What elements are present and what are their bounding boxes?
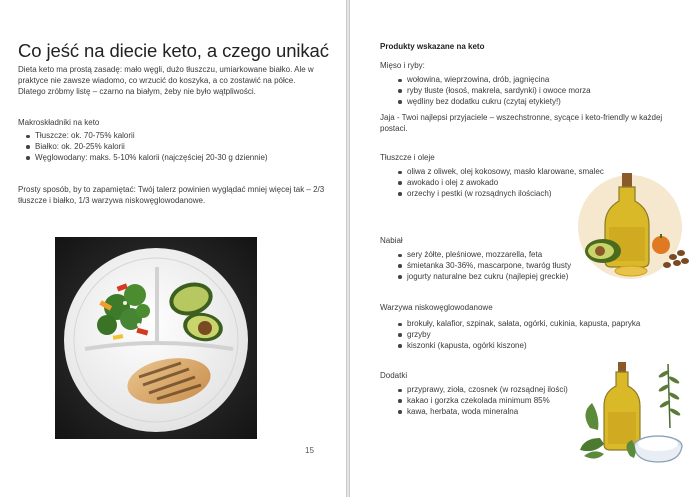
list-item: przyprawy, zioła, czosnek (w rozsądnej ilości): [396, 385, 568, 396]
section-title-dairy: Nabiał: [380, 236, 403, 245]
list-item: kakao i gorzka czekolada minimum 85%: [396, 396, 568, 407]
fats-list: [396, 167, 604, 199]
section-title-fats: Tłuszcze i oleje: [380, 153, 435, 162]
list-item: śmietanka 30-36%, mascarpone, twaróg tłusty: [396, 261, 571, 272]
list-item: jogurty naturalne bez cukru (najlepiej greckie): [396, 272, 571, 283]
plate-photo: [55, 237, 257, 439]
list-item: Węglowodany: maks. 5-10% kalorii (najczęściej 20-30 g dziennie): [24, 153, 268, 164]
section-title-meat: Mięso i ryby:: [380, 61, 425, 70]
list-item: oliwa z oliwek, olej kokosowy, masło klarowane, smalec: [396, 167, 604, 178]
right-page: [350, 0, 700, 497]
list-item: ryby tłuste (łosoś, makrela, sardynki) i owoce morza: [396, 86, 591, 97]
list-item: wędliny bez dodatku cukru (czytaj etykiety!): [396, 97, 591, 108]
meat-list: [396, 75, 591, 107]
page-number: 15: [305, 446, 314, 455]
list-item: Białko: ok. 20-25% kalorii: [24, 142, 268, 153]
herbs-salt-illustration: [570, 358, 695, 468]
list-item: wołowina, wieprzowina, drób, jagnięcina: [396, 75, 591, 86]
list-item: Tłuszcze: ok. 70-75% kalorii: [24, 131, 268, 142]
extras-list: [396, 385, 568, 417]
list-item: grzyby: [396, 330, 640, 341]
macro-title: Makroskładniki na keto: [18, 118, 100, 127]
page-title: Co jeść na diecie keto, a czego unikać: [18, 40, 329, 61]
list-item: awokado i olej z awokado: [396, 178, 604, 189]
list-item: kawa, herbata, woda mineralna: [396, 407, 568, 418]
section-title-vegetables: Warzywa niskowęglowodanowe: [380, 303, 493, 312]
left-page: [0, 0, 346, 497]
vegetables-list: [396, 319, 640, 351]
list-item: kiszonki (kapusta, ogórki kiszone): [396, 341, 640, 352]
oils-illustration: [575, 165, 695, 285]
eggs-paragraph: Jaja - Twoi najlepsi przyjaciele – wszechstronne, sycące i keto-friendly w każdej postaci.: [380, 113, 663, 133]
section-heading: Produkty wskazane na keto: [380, 42, 485, 51]
list-item: brokuły, kalafior, szpinak, sałata, ogórki, cukinia, kapusta, papryka: [396, 319, 640, 330]
list-item: sery żółte, pleśniowe, mozzarella, feta: [396, 250, 571, 261]
section-title-extras: Dodatki: [380, 371, 408, 380]
intro-paragraph: Dieta keto ma prostą zasadę: mało węgli, dużo tłuszczu, umiarkowane białko. Ale w praktyce nie zawsze wiadomo, co wrzucić do koszyka, a co zostawić na półce. Dlatego zróbmy listę – czarno na białym, żeby nie było wątpliwości.: [18, 65, 314, 96]
macro-list: [24, 131, 268, 163]
plate-paragraph: Prosty sposób, by to zapamiętać: Twój talerz powinien wyglądać mniej więcej tak – 2/3 tłuszcze i białko, 1/3 warzywa niskowęglowodanowe.: [18, 185, 325, 205]
dairy-list: [396, 250, 571, 282]
list-item: orzechy i pestki (w rozsądnych ilościach): [396, 189, 604, 200]
